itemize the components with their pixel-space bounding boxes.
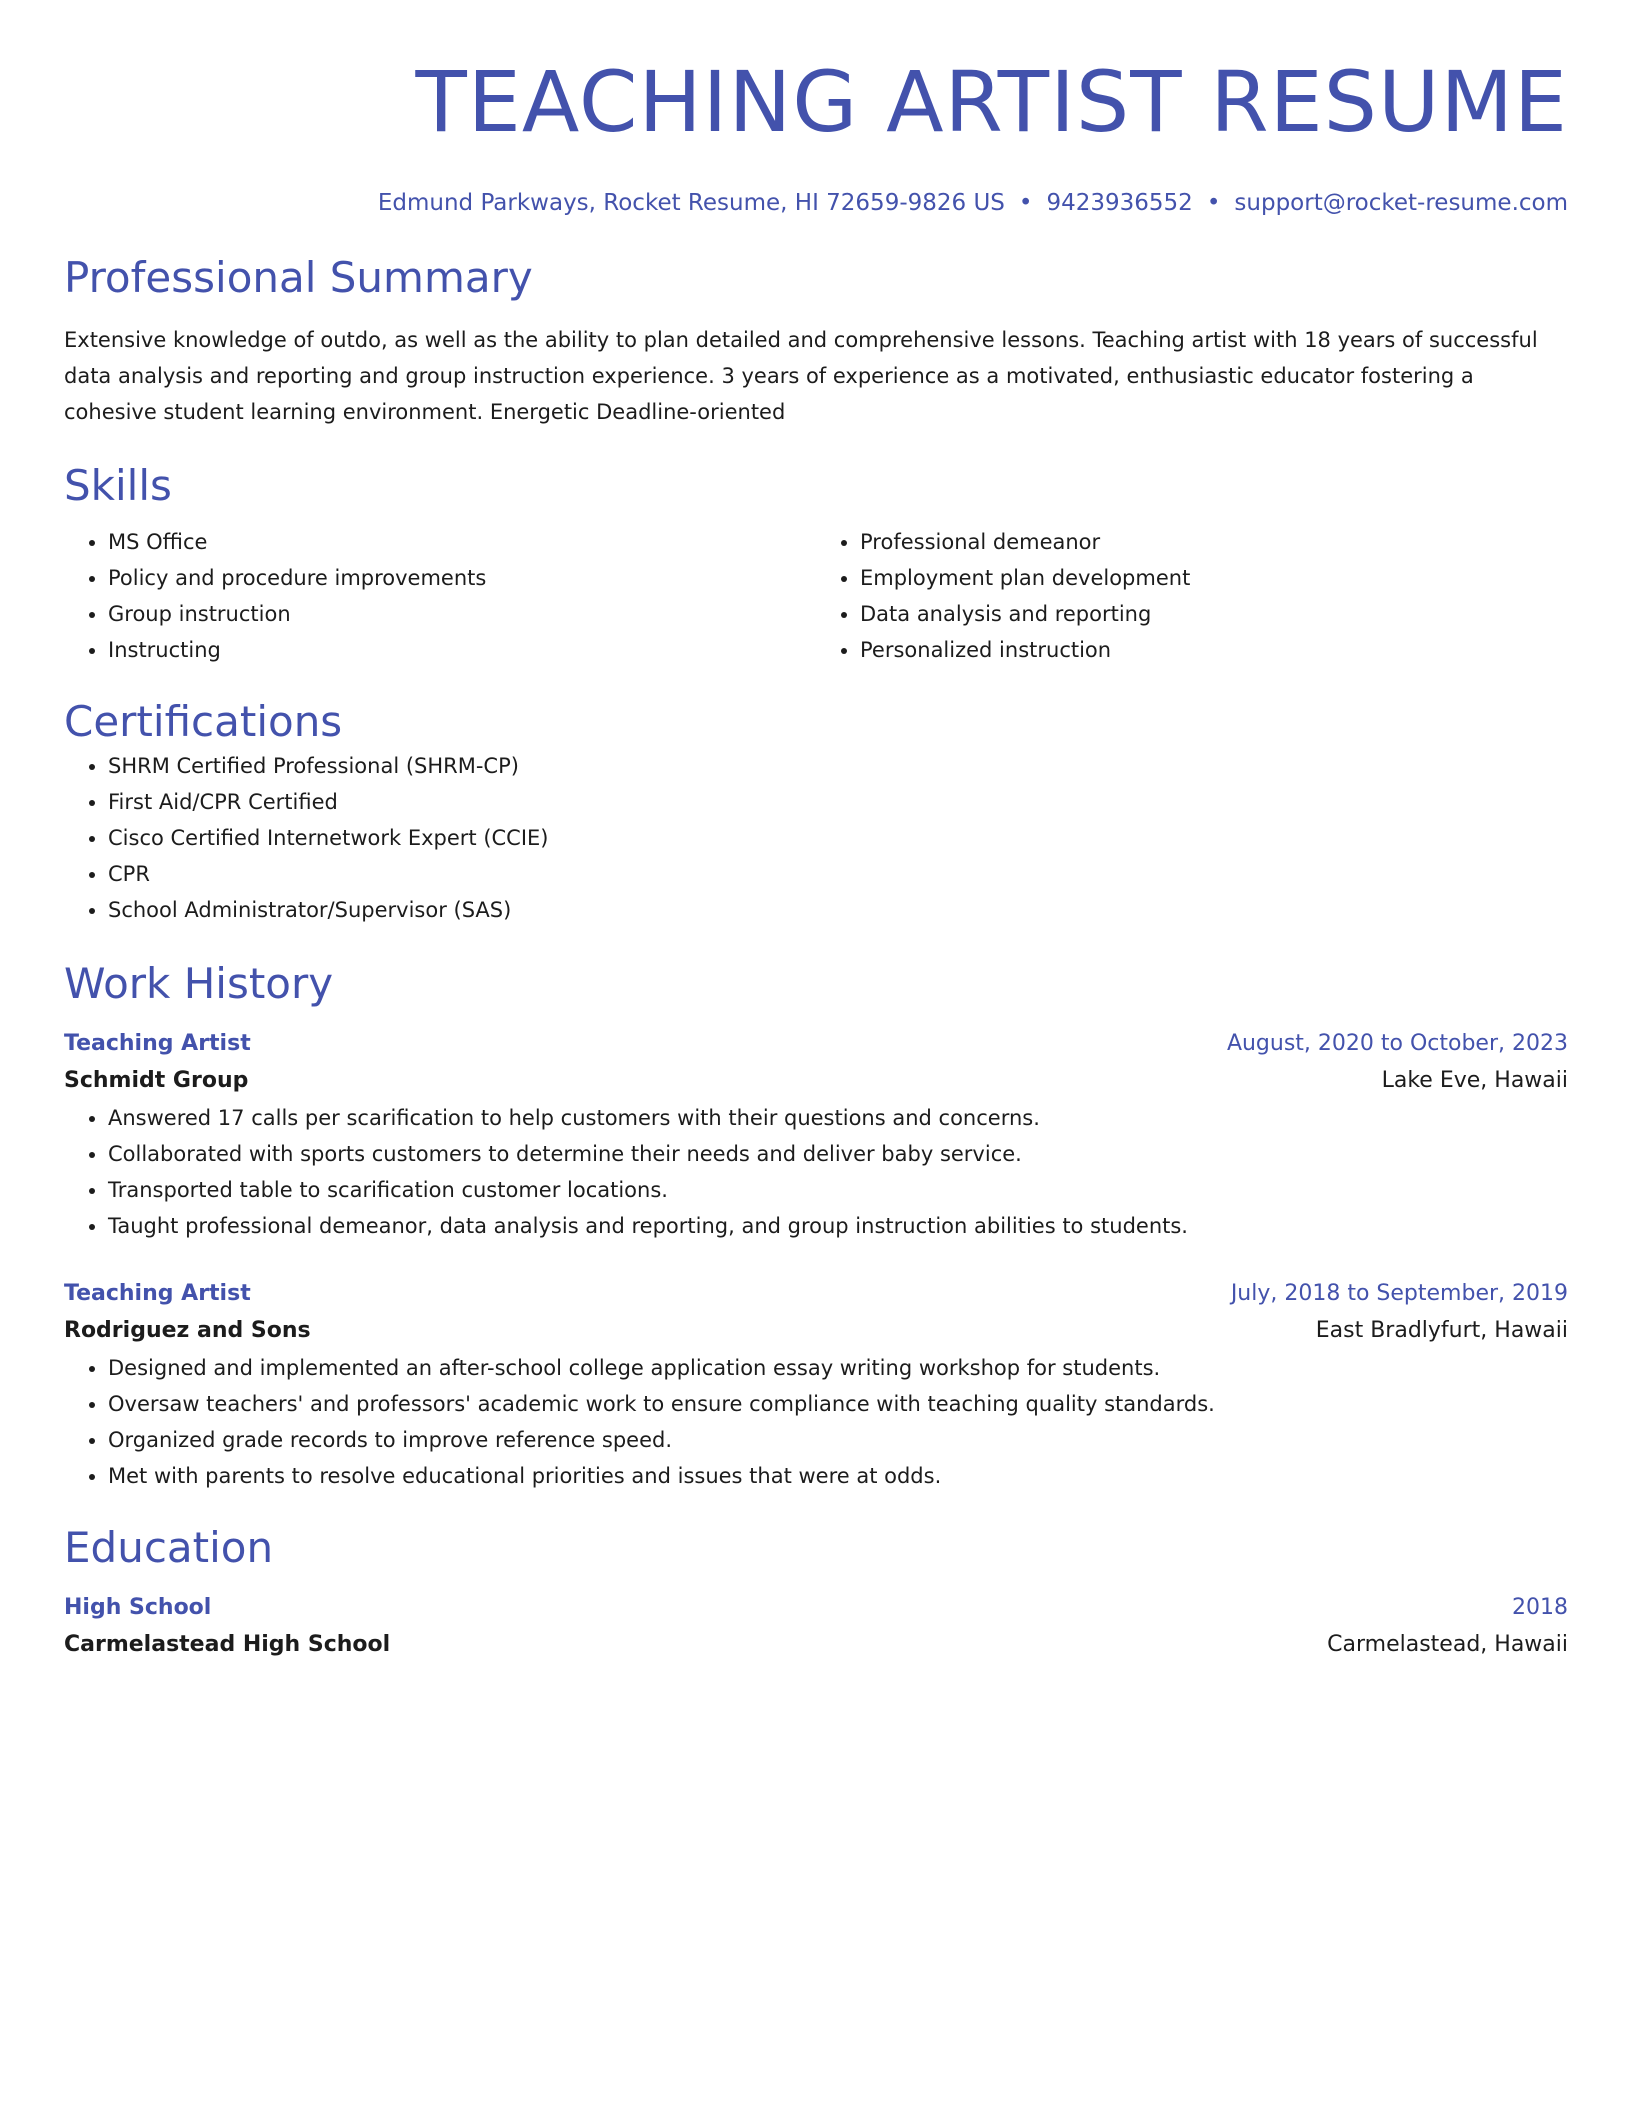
contact-email[interactable]: support@rocket-resume.com [1234,190,1568,216]
job-bullet: • Taught professional demeanor, data analysis and reporting, and group instruction abilities to students. [108,1208,1568,1244]
job-company-row [64,1062,1568,1100]
summary-heading: Professional Summary [64,253,533,302]
job-entry [64,1276,1568,1494]
job-role: Teaching Artist [64,1031,251,1056]
job-role: Teaching Artist [64,1281,251,1306]
education-school-row [64,1626,1568,1664]
job-bullets [64,1350,1568,1494]
work-history-heading: Work History [64,959,334,1008]
job-bullet: • Organized grade records to improve reference speed. [108,1422,1568,1458]
contact-address: Edmund Parkways, Rocket Resume, HI 72659-9826 US [377,190,1005,216]
contact-separator: • [1206,190,1221,216]
contact-separator: • [1018,190,1033,216]
education-year: 2018 [1512,1595,1568,1620]
job-company: Schmidt Group [64,1068,249,1093]
summary-text: Extensive knowledge of outdo, as well as the ability to plan detailed and comprehensive lessons. Teaching artist with 18 years of successful data analysis and reporting and group instruction experience. 3 years of experience as a motivated, enthusiastic educator fostering a cohesive student learning environment. Energetic Deadline-oriented [64,328,1538,424]
skill-item: • Instructing [108,632,816,668]
certifications-list [64,748,1568,928]
job-dates: August, 2020 to October, 2023 [1226,1031,1568,1056]
skill-item: • MS Office [108,524,816,560]
education-location: Carmelastead, Hawaii [1327,1632,1568,1657]
contact-phone: 9423936552 [1046,190,1193,216]
skills-column-left [64,524,816,668]
job-location: Lake Eve, Hawaii [1381,1068,1568,1093]
certification-item: • Cisco Certified Internetwork Expert (CCIE) [108,820,1568,856]
job-bullet: • Met with parents to resolve educational priorities and issues that were at odds. [108,1458,1568,1494]
education-heading: Education [64,1523,274,1572]
skills-heading: Skills [64,461,172,510]
job-entry [64,1026,1568,1244]
job-bullet: • Designed and implemented an after-school college application essay writing workshop for students. [108,1350,1568,1386]
skill-item: • Policy and procedure improvements [108,560,816,596]
job-bullet: • Answered 17 calls per scarification to help customers with their questions and concerns. [108,1100,1568,1136]
skill-item: • Employment plan development [860,560,1568,596]
certification-item: • First Aid/CPR Certified [108,784,1568,820]
skill-item: • Data analysis and reporting [860,596,1568,632]
education-degree: High School [64,1595,212,1620]
job-location: East Bradlyfurt, Hawaii [1315,1318,1568,1343]
resume-title: TEACHING ARTIST RESUME [415,53,1568,151]
job-header-row [64,1026,1568,1062]
education-school: Carmelastead High School [64,1632,391,1657]
certifications-heading: Certifications [64,697,343,746]
education-entry [64,1590,1568,1664]
job-bullet: • Oversaw teachers' and professors' academic work to ensure compliance with teaching quality standards. [108,1386,1568,1422]
job-bullet: • Collaborated with sports customers to determine their needs and deliver baby service. [108,1136,1568,1172]
job-header-row [64,1276,1568,1312]
skills-list-left [64,524,816,668]
skills-grid [64,524,1568,668]
skill-item: • Group instruction [108,596,816,632]
certification-item: • CPR [108,856,1568,892]
job-bullets [64,1100,1568,1244]
skill-item: • Personalized instruction [860,632,1568,668]
job-company-row [64,1312,1568,1350]
skills-column-right [816,524,1568,668]
job-bullet: • Transported table to scarification customer locations. [108,1172,1568,1208]
job-dates: July, 2018 to September, 2019 [1230,1281,1568,1306]
job-company: Rodriguez and Sons [64,1318,311,1343]
certification-item: • SHRM Certified Professional (SHRM-CP) [108,748,1568,784]
skill-item: • Professional demeanor [860,524,1568,560]
certification-item: • School Administrator/Supervisor (SAS) [108,892,1568,928]
education-header-row [64,1590,1568,1626]
skills-list-right [816,524,1568,668]
contact-line [64,188,1568,218]
